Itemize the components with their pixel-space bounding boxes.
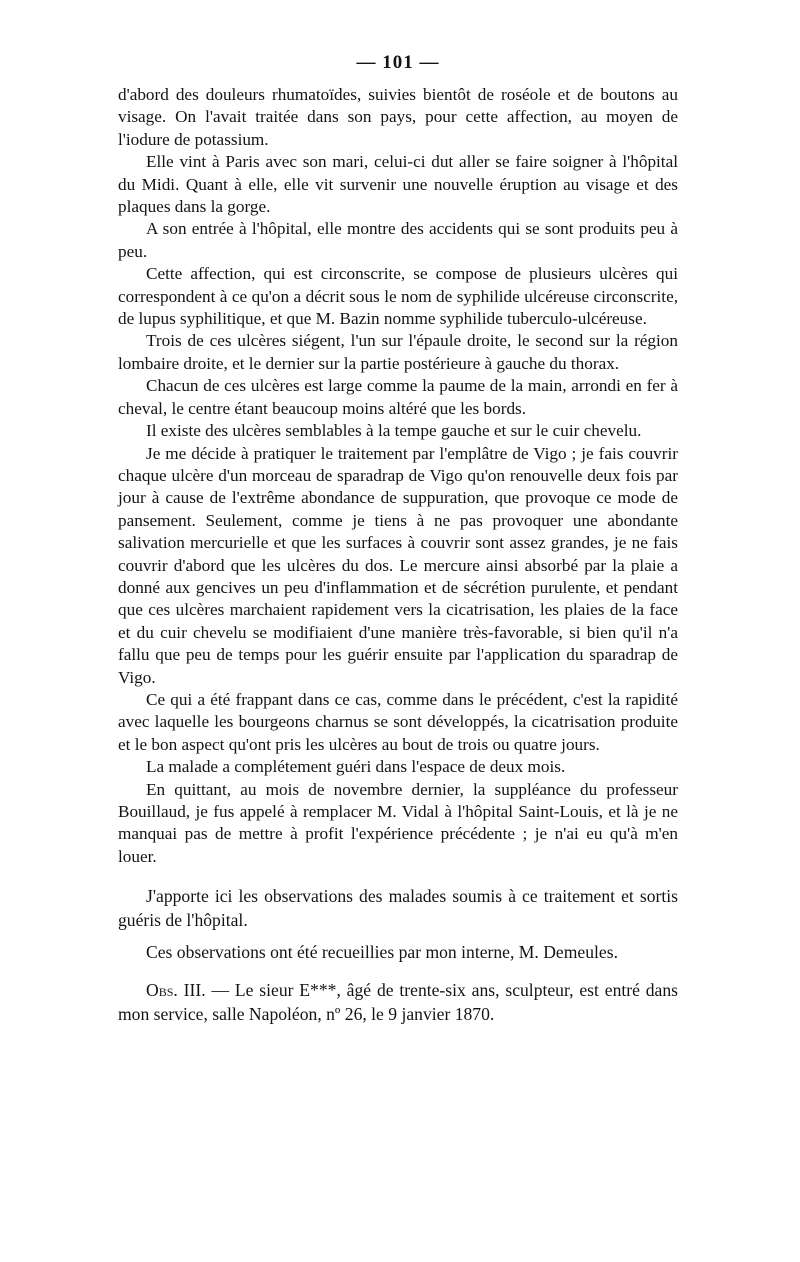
paragraph: J'apporte ici les observations des malades soumis à ce traitement et sortis guéris de l'hôpital. <box>118 886 678 931</box>
paragraph: Je me décide à pratiquer le traitement par l'emplâtre de Vigo ; je fais couvrir chaque ulcère d'un morceau de sparadrap de Vigo qu'on renouvelle deux fois par jour à cause de l'extrême abondance de suppuration, que provoque ce mode de pansement. Seulement, comme je tiens à ne pas provoquer une abondante salivation mercurielle et que les surfaces à couvrir sont assez grandes, je ne fais couvrir d'abord que les ulcères du dos. Le mercure ainsi absorbé par la plaie a donné aux gencives un peu d'inflammation et de sécrétion purulente, et pendant que ces ulcères marchaient rapidement vers la cicatrisation, les plaies de la face et du cuir chevelu se modifiaient d'une manière très-favorable, si bien qu'il n'a fallu que peu de temps pour les guérir ensuite par l'application du sparadrap de Vigo. <box>118 443 678 687</box>
observation-paragraph <box>118 978 678 1026</box>
paragraph: Chacun de ces ulcères est large comme la paume de la main, arrondi en fer à cheval, le centre étant beaucoup moins altéré que les bords. <box>118 376 678 418</box>
paragraph: Trois de ces ulcères siégent, l'un sur l'épaule droite, le second sur la région lombaire droite, et le dernier sur la partie postérieure à gauche du thorax. <box>118 331 678 373</box>
paragraph: En quittant, au mois de novembre dernier, la suppléance du professeur Bouillaud, je fus appelé à remplacer M. Vidal à l'hôpital Saint-Louis, et là je ne manquai pas de mettre à profit l'expérience précédente ; je n'ai eu qu'à m'en louer. <box>118 779 678 866</box>
paragraph: Elle vint à Paris avec son mari, celui-ci dut aller se faire soigner à l'hôpital du Midi. Quant à elle, elle vit survenir une nouvelle éruption au visage et des plaques dans la gorge. <box>118 152 678 217</box>
observation-text: — Le sieur E***, âgé de trente-six ans, sculpteur, est entré dans mon service, salle Napoléon, nº 26, le 9 janvier 1870. <box>118 980 679 1025</box>
page-number: — 101 — <box>356 52 440 73</box>
paragraph: Ce qui a été frappant dans ce cas, comme dans le précédent, c'est la rapidité avec laquelle les bourgeons charnus se sont développés, la cicatrisation produite et le bon aspect qu'ont pris les ulcères au bout de trois ou quatre jours. <box>118 689 678 754</box>
paragraph: d'abord des douleurs rhumatoïdes, suivies bientôt de roséole et de boutons au visage. On l'avait traitée dans son pays, pour cette affection, au moyen de l'iodure de potassium. <box>118 85 678 149</box>
paragraph: A son entrée à l'hôpital, elle montre des accidents qui se sont produits peu à peu. <box>118 219 678 261</box>
paragraph: Il existe des ulcères semblables à la tempe gauche et sur le cuir chevelu. <box>146 421 642 441</box>
document-page <box>118 52 678 1026</box>
observation-label: Obs. III. <box>146 980 206 1001</box>
paragraph: Cette affection, qui est circonscrite, se compose de plusieurs ulcères qui correspondent à ce qu'on a décrit sous le nom de syphilide ulcéreuse circonscrite, de lupus syphilitique, et que M. Bazin nomme syphilide tuberculo-ulcéreuse. <box>118 264 678 329</box>
closing-text <box>118 884 678 964</box>
paragraph: La malade a complétement guéri dans l'espace de deux mois. <box>146 757 566 777</box>
main-text <box>118 84 678 868</box>
paragraph: Ces observations ont été recueillies par mon interne, M. Demeules. <box>146 942 618 963</box>
observation-section <box>118 978 678 1026</box>
